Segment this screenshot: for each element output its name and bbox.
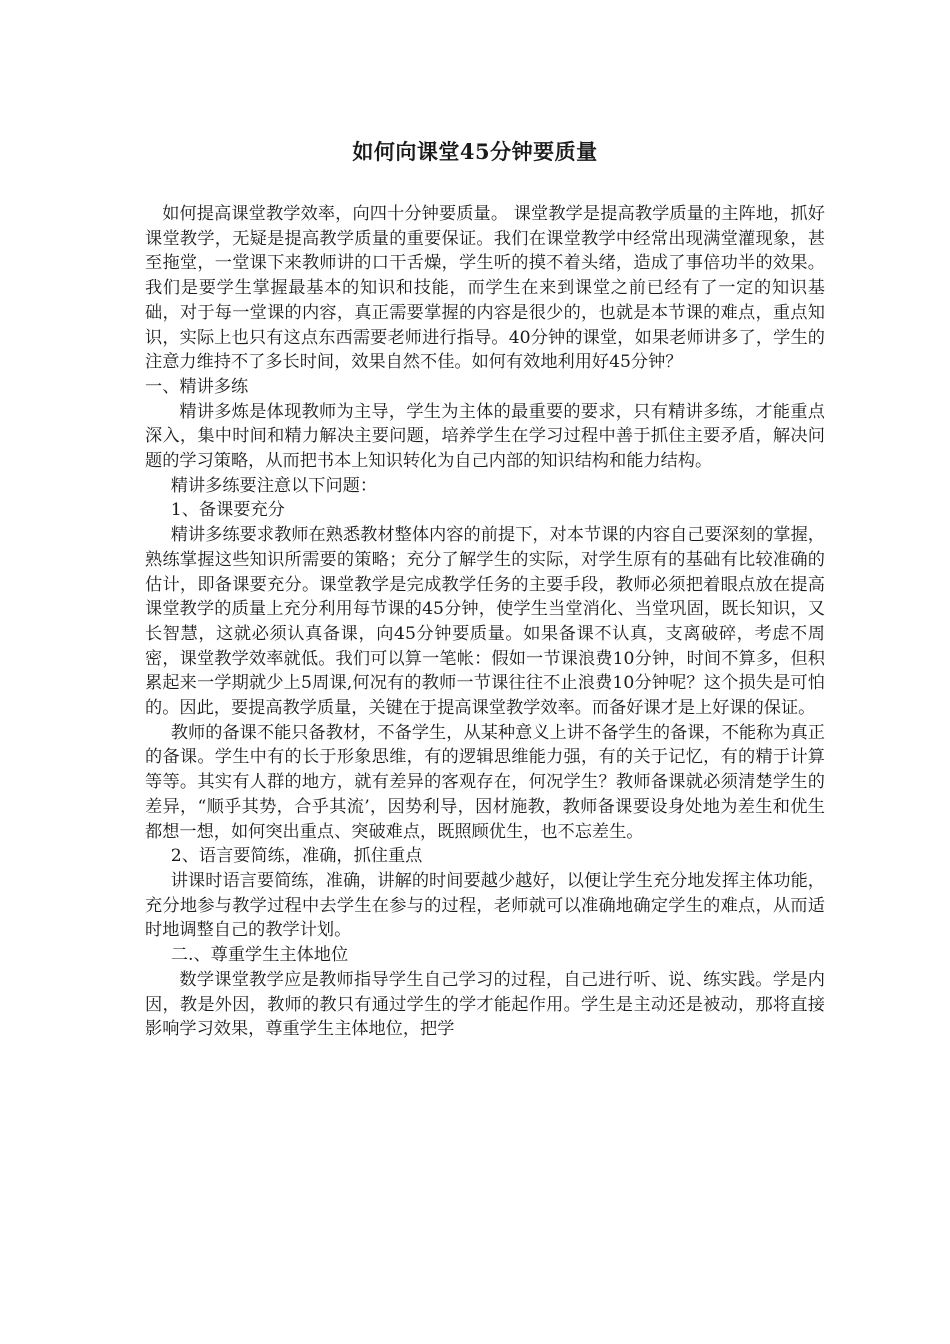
section-1-note: 精讲多练要注意以下问题： — [170, 475, 378, 496]
section-2-paragraph: 数学课堂教学应是教师指导学生自己学习的过程，自己进行听、说、练实践。学是内因，教是外因，教师的教只有通过学生的学才能起作用。学生是主动还是被动，那将直接影响学习效果，尊重学生主体地位，把学 — [145, 969, 825, 1040]
subheading-2: 2、语言要简练，准确，抓住重点 — [170, 846, 423, 867]
subheading-1: 1、备课要充分 — [170, 500, 285, 521]
intro-paragraph: 如何提高课堂教学效率，向四十分钟要质量。 课堂教学是提高教学质量的主阵地，抓好课堂教学，无疑是提高教学质量的重要保证。我们在课堂教学中经常出现满堂灌现象，甚至拖堂，一堂课下来教师讲的口干舌燥，学生听的摸不着头绪，造成了事倍功半的效果。我们是要学生掌握最基本的知识和技能，而学生在来到课堂之前已经有了一定的知识基础，对于每一堂课的内容，真正需要掌握的内容是很少的，也就是本节课的难点，重点知识，实际上也只有这点东西需要老师进行指导。40分钟的课堂，如果老师讲多了，学生的注意力维持不了多长时间，效果自然不佳。如何有效地利用好45分钟？ — [145, 204, 825, 373]
section-1-paragraph: 精讲多炼是体现教师为主导，学生为主体的最重要的要求，只有精讲多练，才能重点深入，集中时间和精力解决主要问题，培养学生在学习过程中善于抓住主要矛盾，解决问题的学习策略，从而把书本上知识转化为自己内部的知识结构和能力结构。 — [145, 401, 825, 472]
document-body — [145, 202, 825, 1042]
section-heading-2: 二.、尊重学生主体地位 — [170, 945, 349, 966]
subsection-2-paragraph: 讲课时语言要简练，准确，讲解的时间要越少越好，以便让学生充分地发挥主体功能，充分地参与教学过程中去学生在参与的过程，老师就可以准确地确定学生的难点，从而适时地调整自己的教学计划。 — [145, 870, 825, 941]
subsection-1-paragraph-b: 教师的备课不能只备教材，不备学生，从某种意义上讲不备学生的备课，不能称为真正的备课。学生中有的长于形象思维，有的逻辑思维能力强，有的关于记忆，有的精于计算等等。其实有人群的地方，就有差异的客观存在，何况学生？教师备课就必须清楚学生的差异，“顺乎其势，合乎其流’，因势利导，因材施教，教师备课要设身处地为差生和优生都想一想，如何突出重点、突破难点，既照顾优生，也不忘差生。 — [145, 722, 825, 842]
document-title: 如何向课堂45分钟要质量 — [352, 139, 598, 164]
section-heading-1: 一、精讲多练 — [145, 376, 249, 397]
subsection-1-paragraph-a: 精讲多练要求教师在熟悉教材整体内容的前提下，对本节课的内容自己要深刻的掌握，熟练掌握这些知识所需要的策略；充分了解学生的实际，对学生原有的基础有比较准确的估计，即备课要充分。课堂教学是完成教学任务的主要手段，教师必须把着眼点放在提高课堂教学的质量上充分利用每节课的45分钟，使学生当堂消化、当堂巩固，既长知识，又长智慧，这就必须认真备课，向45分钟要质量。如果备课不认真，支离破碎，考虑不周密，课堂教学效率就低。我们可以算一笔帐：假如一节课浪费10分钟，时间不算多，但积累起来一学期就少上5周课,何况有的教师一节课往往不止浪费10分钟呢？这个损失是可怕的。因此，要提高教学质量，关键在于提高课堂教学效率。而备好课才是上好课的保证。 — [145, 525, 825, 719]
